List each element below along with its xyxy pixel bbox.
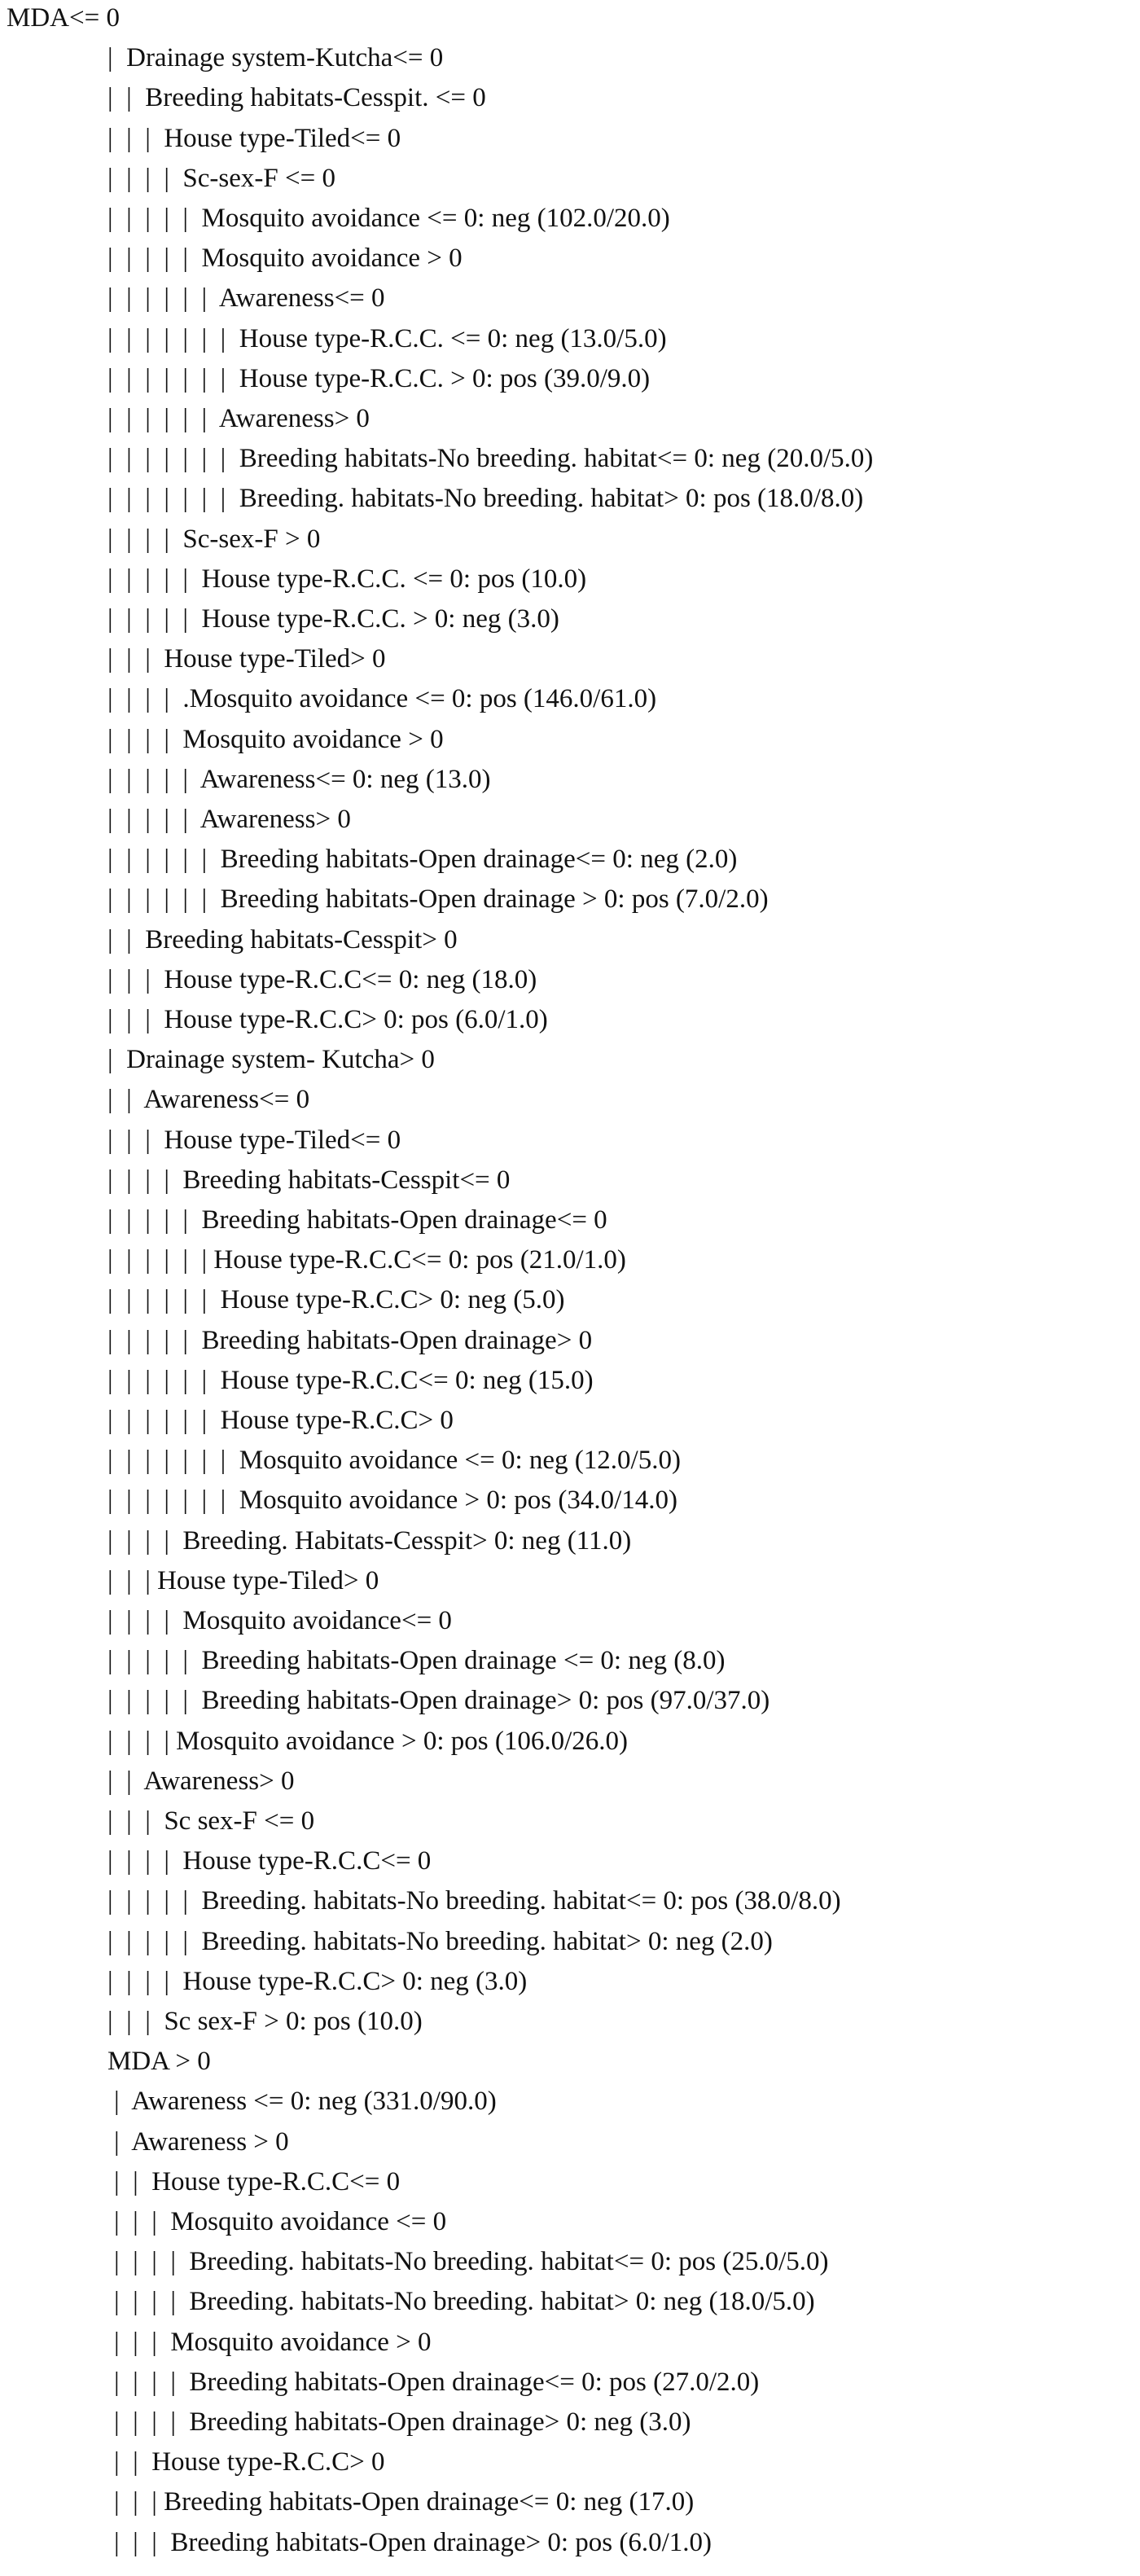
tree-line: | | | | | Breeding habitats-Open drainage> 0: pos (97.0/37.0) — [107, 1686, 770, 1716]
tree-line: | | | | | | | Mosquito avoidance <= 0: neg (12.0/5.0) — [107, 1446, 681, 1476]
tree-line: | | | Mosquito avoidance <= 0 — [114, 2207, 447, 2236]
tree-line: | | | House type-Tiled<= 0 — [107, 1125, 401, 1155]
tree-line: | | | | | Mosquito avoidance <= 0: neg (102.0/20.0) — [107, 204, 670, 233]
tree-line: MDA<= 0 — [7, 3, 120, 33]
tree-line: | | | | Breeding habitats-Open drainage> 0: neg (3.0) — [114, 2407, 691, 2437]
tree-line: | Awareness > 0 — [114, 2126, 289, 2157]
tree-line: | | | | | | | Breeding. habitats-No breeding. habitat> 0: pos (18.0/8.0) — [107, 484, 864, 514]
tree-line: | | | | Breeding. habitats-No breeding. habitat> 0: neg (18.0/5.0) — [114, 2287, 815, 2317]
tree-line: | | | Breeding habitats-Open drainage<= 0: neg (17.0) — [114, 2487, 695, 2517]
tree-line: | Awareness <= 0: neg (331.0/90.0) — [114, 2087, 497, 2117]
tree-line: | | | | | Awareness> 0 — [107, 805, 351, 834]
tree-line: | | | | Breeding habitats-Open drainage<= 0: pos (27.0/2.0) — [114, 2367, 760, 2397]
tree-line: | | | | | | Awareness> 0 — [107, 404, 370, 433]
tree-line: | | | Mosquito avoidance > 0 — [114, 2327, 432, 2357]
tree-line: | | | | .Mosquito avoidance <= 0: pos (146.0/61.0) — [107, 684, 657, 714]
tree-line: | | | | Breeding. habitats-No breeding. habitat<= 0: pos (25.0/5.0) — [114, 2247, 829, 2277]
tree-line: | | | | | | House type-R.C.C> 0: neg (5.0) — [107, 1285, 565, 1315]
tree-line: | | House type-R.C.C<= 0 — [114, 2166, 401, 2196]
tree-line: | | | | | Breeding. habitats-No breeding. habitat<= 0: pos (38.0/8.0) — [107, 1886, 841, 1916]
tree-line: | | | | Mosquito avoidance<= 0 — [107, 1606, 452, 1635]
tree-line: | | | | Breeding. Habitats-Cesspit> 0: neg (11.0) — [107, 1525, 632, 1556]
tree-line: | | Breeding habitats-Cesspit> 0 — [107, 924, 458, 954]
tree-line: | | | | | | House type-R.C.C<= 0: pos (21.0/1.0) — [107, 1245, 626, 1275]
tree-line: | | | Sc sex-F > 0: pos (10.0) — [107, 2007, 423, 2036]
tree-line: | | | | | | Breeding habitats-Open drainage<= 0: neg (2.0) — [107, 845, 738, 875]
tree-line: | | | | | | Breeding habitats-Open drainage > 0: pos (7.0/2.0) — [107, 884, 769, 915]
tree-line: | | | House type-Tiled> 0 — [107, 1565, 379, 1595]
tree-line: | | | | | | Awareness<= 0 — [107, 283, 385, 314]
tree-line: | Drainage system-Kutcha<= 0 — [107, 43, 444, 73]
tree-line: | | | House type-Tiled> 0 — [107, 644, 386, 674]
tree-line: | | | | Mosquito avoidance > 0: pos (106.0/26.0) — [107, 1726, 628, 1756]
tree-line: | | Awareness> 0 — [107, 1766, 295, 1796]
tree-line: | | | | | Breeding habitats-Open drainage<= 0 — [107, 1205, 607, 1235]
tree-line: | | | | | | | Mosquito avoidance > 0: pos (34.0/14.0) — [107, 1485, 678, 1516]
tree-line: | | | | | Breeding habitats-Open drainage> 0 — [107, 1325, 593, 1355]
tree-line: | | | | | House type-R.C.C. <= 0: pos (10.0) — [107, 564, 587, 594]
tree-line: | | | | | Awareness<= 0: neg (13.0) — [107, 764, 491, 794]
tree-line: | | | Sc sex-F <= 0 — [107, 1806, 315, 1836]
tree-line: | | | House type-R.C.C<= 0: neg (18.0) — [107, 964, 537, 994]
tree-line: | | | Breeding habitats-Open drainage> 0: pos (6.0/1.0) — [114, 2527, 712, 2557]
tree-line: | | | | | | | Breeding habitats-No breeding. habitat<= 0: neg (20.0/5.0) — [107, 444, 874, 474]
tree-line: | | | House type-Tiled<= 0 — [107, 123, 401, 153]
tree-line: | | House type-R.C.C> 0 — [114, 2447, 385, 2477]
tree-line: | | | | Mosquito avoidance > 0 — [107, 724, 444, 754]
tree-line: MDA > 0 — [107, 2047, 211, 2077]
tree-line: | | | | | | | House type-R.C.C. > 0: pos (39.0/9.0) — [107, 363, 651, 393]
tree-line: | | | | Sc-sex-F > 0 — [107, 524, 321, 554]
tree-line: | | | | | Breeding. habitats-No breeding. habitat> 0: neg (2.0) — [107, 1926, 773, 1956]
tree-line: | | | House type-R.C.C> 0: pos (6.0/1.0) — [107, 1005, 548, 1034]
tree-line: | | | | | | House type-R.C.C> 0 — [107, 1406, 454, 1435]
tree-line: | | Breeding habitats-Cesspit. <= 0 — [107, 83, 486, 113]
tree-line: | | | | | House type-R.C.C. > 0: neg (3.0) — [107, 604, 559, 634]
tree-line: | | | | | | | House type-R.C.C. <= 0: neg (13.0/5.0) — [107, 323, 667, 353]
tree-line: | | | | | | House type-R.C.C<= 0: neg (15.0) — [107, 1365, 594, 1395]
tree-line: | | | | | Mosquito avoidance > 0 — [107, 244, 463, 274]
tree-line: | | | | House type-R.C.C<= 0 — [107, 1846, 432, 1876]
tree-line: | | | | House type-R.C.C> 0: neg (3.0) — [107, 1966, 528, 1996]
tree-line: | | | | Sc-sex-F <= 0 — [107, 163, 335, 193]
tree-line: | | | | | Breeding habitats-Open drainage <= 0: neg (8.0) — [107, 1646, 726, 1676]
tree-line: | | Awareness<= 0 — [107, 1085, 310, 1115]
tree-line: | | | | Breeding habitats-Cesspit<= 0 — [107, 1165, 511, 1195]
tree-line: | Drainage system- Kutcha> 0 — [107, 1045, 435, 1075]
